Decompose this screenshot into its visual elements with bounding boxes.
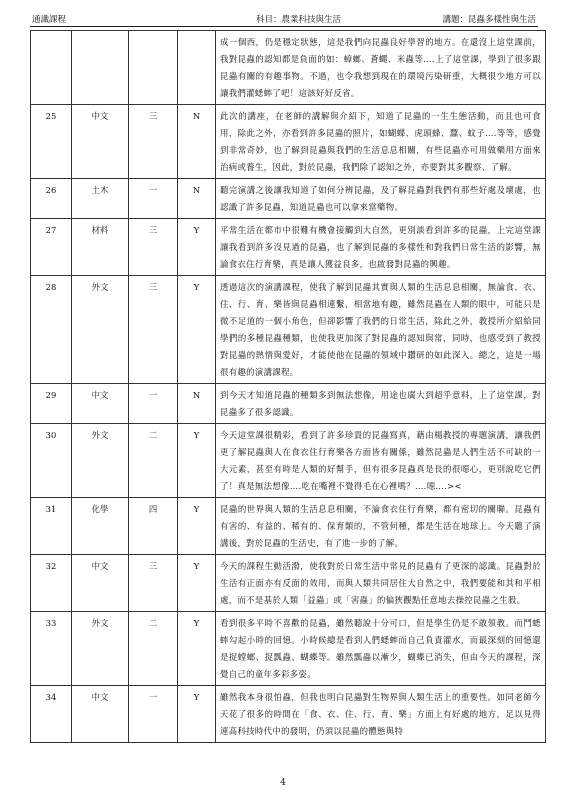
table-row — [31, 498, 546, 555]
row-number: 26 — [31, 179, 72, 219]
flag: Y — [178, 276, 216, 384]
table-row — [31, 384, 546, 424]
row-number: 29 — [31, 384, 72, 424]
department: 中文 — [72, 686, 129, 743]
row-number: 27 — [31, 219, 72, 276]
grade: 三 — [129, 555, 178, 612]
feedback-text: 雖然我本身很怕蟲，但我也明白昆蟲對生物界與人類生活上的重要性。如同老師今天花了很多的時間在「食、衣、住、行、育、樂」方面上有好處的地方，足以見得連高科技時代中的發明，仍須以昆蟲的體態與特 — [216, 686, 546, 743]
row-number: 31 — [31, 498, 72, 555]
row-number: 28 — [31, 276, 72, 384]
department: 外文 — [72, 612, 129, 686]
table-row — [31, 686, 546, 743]
grade: 三 — [129, 276, 178, 384]
table-row — [31, 555, 546, 612]
grade: 一 — [129, 179, 178, 219]
department: 材料 — [72, 219, 129, 276]
feedback-text: 此次的講座，在老師的講解與介紹下，知道了昆蟲的一生生態活動，而且也可食用，除此之外，亦看到許多昆蟲的照片，如蝴蝶、虎頭蜂、蠶、蚊子….等等，感覺到非常奇妙，也了解到昆蟲與我們的生活息息相關，有些昆蟲亦可用做藥用方面來治病或養生，因此，對於昆蟲，我們除了認知之外，亦要對其多觀察、了解。 — [216, 105, 546, 179]
row-number: 32 — [31, 555, 72, 612]
flag: Y — [178, 555, 216, 612]
flag: N — [178, 105, 216, 179]
table-row — [31, 424, 546, 498]
feedback-text: 透過這次的演講課程，使我了解到昆蟲其實與人類的生活息息相關，無論食、衣、住、行、育、樂皆與昆蟲相連繫，相當地有趣，雖然昆蟲在人類的眼中，可能只是微不足道的一個小角色，但卻影響了我們的日常生活，除此之外，教授所介紹給同學們的多種昆蟲種類，也使我更加深了對昆蟲的認知與常，同時，也感受到了教授對昆蟲的熱情與愛好，才能使他在昆蟲的領域中鑽研的如此深入。總之，這是一場很有趣的演講課程。 — [216, 276, 546, 384]
course-subject: 科目：農業科技與生活 — [256, 15, 342, 25]
feedback-text: 昆蟲的世界與人類的生活息息相關，不論食衣住行育樂，都有密切的關聯。昆蟲有有害的、有益的、稀有的、保育類的，不管何種，都是生活在地球上。今天聽了演講後，對於昆蟲的生活史，有了進一步的了解。 — [216, 498, 546, 555]
table-row — [31, 612, 546, 686]
department: 中文 — [72, 384, 129, 424]
grade: 一 — [129, 686, 178, 743]
grade: 二 — [129, 612, 178, 686]
flag: N — [178, 179, 216, 219]
row-number: 34 — [31, 686, 72, 743]
table-row — [31, 105, 546, 179]
table-row-continuation — [31, 31, 546, 105]
department: 化學 — [72, 498, 129, 555]
flag: N — [178, 384, 216, 424]
feedback-table — [30, 30, 546, 743]
lecture-topic: 講題：昆蟲多樣性與生活 — [442, 15, 536, 25]
department: 土木 — [72, 179, 129, 219]
department: 中文 — [72, 105, 129, 179]
feedback-text: 今天的課程生動活潑，使我對於日常生活中常見的昆蟲有了更深的認識。昆蟲對於生活有正面亦有反面的效用，而與人類共同居住大自然之中，我們要能和其和平相處，而不是基於人類「益蟲」或「害蟲」的偏狹觀點任意地去操控昆蟲之生殺。 — [216, 555, 546, 612]
grade: 三 — [129, 219, 178, 276]
page-number: 4 — [280, 778, 286, 788]
table-row — [31, 179, 546, 219]
grade: 一 — [129, 384, 178, 424]
department: 外文 — [72, 424, 129, 498]
feedback-text: 到今天才知道昆蟲的種類多到無法想像，用途也廣大到超乎意料，上了這堂課，對昆蟲多了很多認識。 — [216, 384, 546, 424]
flag: Y — [178, 612, 216, 686]
feedback-text: 平常生活在都市中很難有機會接觸到大自然，更別談看到許多的昆蟲，上完這堂課讓我看到許多沒見過的昆蟲，也了解到昆蟲的多樣性和對我們日常生活的影響，無論食衣住行育樂，真是讓人獲益良多，也啟發對昆蟲的興趣。 — [216, 219, 546, 276]
page-header — [30, 12, 538, 27]
feedback-text: 看到很多平時不喜歡的昆蟲，雖然聽說十分可口，但是學生仍是不敢領教。而鬥蟋蟀勾起小時的回憶。小時候總是看到人們蟋蟀而自己負責灌水，而最深刻的回憶還是捉螳螂、捉瓢蟲、蝴蝶等。雖然瓢蟲以漸少，蝴蝶已消失，但由今天的課程，深覺自己的童年多彩多姿。 — [216, 612, 546, 686]
row-number: 33 — [31, 612, 72, 686]
flag: Y — [178, 686, 216, 743]
grade: 四 — [129, 498, 178, 555]
course-type: 通識課程 — [32, 15, 67, 25]
feedback-text: 今天這堂課很精彩，看到了許多珍貴的昆蟲寫真，藉由楊教授的專題演講，讓我們更了解昆蟲與人在食衣住行育樂各方面皆有關係，雖然昆蟲是人們生活不可缺的一大元素，甚至有時是人類的好幫手，但有很多昆蟲真是長的很噁心，更別說吃它們了！真是無法想像….吃在嘴裡不覺得毛在心裡嗎？….噁….>< — [216, 424, 546, 498]
grade: 二 — [129, 424, 178, 498]
grade: 三 — [129, 105, 178, 179]
row-number: 30 — [31, 424, 72, 498]
row-number: 25 — [31, 105, 72, 179]
table-row — [31, 219, 546, 276]
flag: Y — [178, 219, 216, 276]
flag: Y — [178, 424, 216, 498]
flag: Y — [178, 498, 216, 555]
feedback-text: 成一個西，仍是穩定狀態，這是我們向昆蟲良好學習的地方。在還沒上這堂課前，我對昆蟲的認知都是負面的如：蟑螂、蒼蠅、米蟲等….上了這堂課，學到了很多跟昆蟲有關的有趣事物。不過，也令我想到現在的環境污染研重，大概很少地方可以讓我們灌蟋蟀了吧！這該好好反省。 — [216, 31, 546, 105]
department: 外文 — [72, 276, 129, 384]
table-row — [31, 276, 546, 384]
feedback-text: 聽完演講之後讓我知道了如何分辨昆蟲，及了解昆蟲對我們有那些好處及壞處，也認識了許多昆蟲，知道昆蟲也可以拿來當藥物。 — [216, 179, 546, 219]
department: 中文 — [72, 555, 129, 612]
